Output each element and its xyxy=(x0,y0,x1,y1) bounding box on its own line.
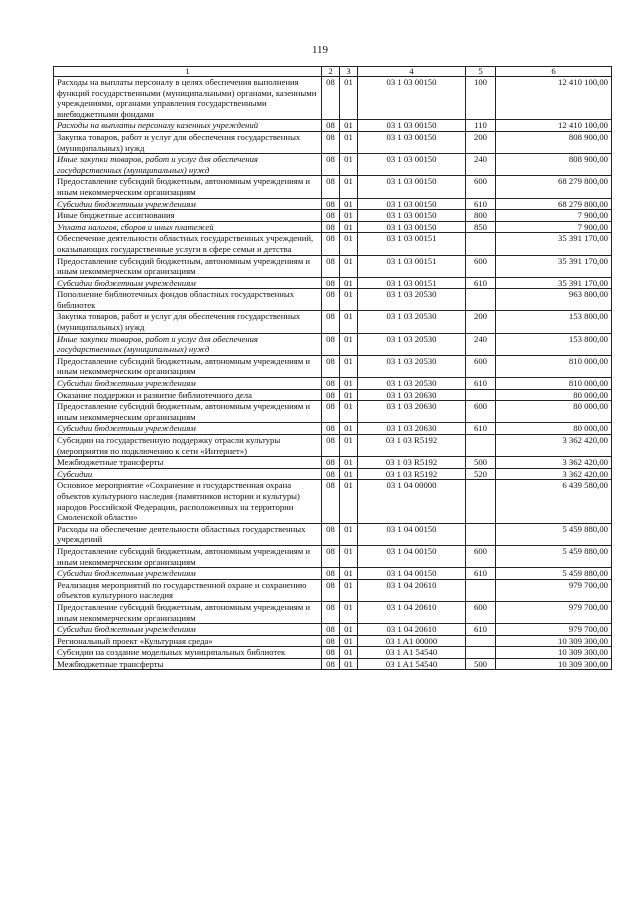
table-row xyxy=(54,77,612,120)
expense-type-cell: 610 xyxy=(466,624,496,636)
subsection-code-cell: 01 xyxy=(340,423,358,435)
expense-type-cell xyxy=(466,579,496,601)
amount-cell: 979 700,00 xyxy=(496,624,612,636)
column-header-5: 5 xyxy=(466,67,496,77)
target-article-cell: 03 1 03 00150 xyxy=(358,131,466,153)
section-code-cell: 08 xyxy=(322,120,340,132)
amount-cell: 12 410 100,00 xyxy=(496,120,612,132)
section-code-cell: 08 xyxy=(322,210,340,222)
expense-type-cell xyxy=(466,647,496,659)
target-article-cell: 03 1 03 00150 xyxy=(358,210,466,222)
target-article-cell: 03 1 03 R5192 xyxy=(358,457,466,469)
row-name-cell: Субсидии бюджетным учреждениям xyxy=(54,423,322,435)
subsection-code-cell: 01 xyxy=(340,154,358,176)
target-article-cell: 03 1 03 00150 xyxy=(358,154,466,176)
target-article-cell: 03 1 03 00151 xyxy=(358,277,466,289)
section-code-cell: 08 xyxy=(322,311,340,333)
table-row xyxy=(54,355,612,377)
row-name-cell: Основное мероприятие «Сохранение и государственная охрана объектов культурного наследия (памятников истории и культуры) народов Российской Федерации, расположенных на территории Смоленской области» xyxy=(54,480,322,523)
table-row xyxy=(54,311,612,333)
budget-table xyxy=(53,66,612,670)
row-name-cell: Предоставление субсидий бюджетным, автономным учреждениям и иным некоммерческим организациям xyxy=(54,601,322,623)
target-article-cell: 03 1 03 20530 xyxy=(358,333,466,355)
section-code-cell: 08 xyxy=(322,221,340,233)
row-name-cell: Закупка товаров, работ и услуг для обеспечения государственных (муниципальных) нужд xyxy=(54,311,322,333)
target-article-cell: 03 1 03 20530 xyxy=(358,378,466,390)
amount-cell: 5 459 880,00 xyxy=(496,545,612,567)
table-row xyxy=(54,401,612,423)
row-name-cell: Субсидии бюджетным учреждениям xyxy=(54,277,322,289)
section-code-cell: 08 xyxy=(322,378,340,390)
table-row xyxy=(54,457,612,469)
table-row xyxy=(54,120,612,132)
section-code-cell: 08 xyxy=(322,523,340,545)
expense-type-cell: 610 xyxy=(466,378,496,390)
row-name-cell: Предоставление субсидий бюджетным, автономным учреждениям и иным некоммерческим организациям xyxy=(54,255,322,277)
subsection-code-cell: 01 xyxy=(340,658,358,670)
amount-cell: 5 459 880,00 xyxy=(496,523,612,545)
column-header-4: 4 xyxy=(358,67,466,77)
subsection-code-cell: 01 xyxy=(340,635,358,647)
section-code-cell: 08 xyxy=(322,198,340,210)
table-row xyxy=(54,255,612,277)
row-name-cell: Пополнение библиотечных фондов областных государственных библиотек xyxy=(54,289,322,311)
subsection-code-cell: 01 xyxy=(340,198,358,210)
column-header-3: 3 xyxy=(340,67,358,77)
subsection-code-cell: 01 xyxy=(340,389,358,401)
table-row xyxy=(54,523,612,545)
expense-type-cell xyxy=(466,635,496,647)
expense-type-cell: 200 xyxy=(466,131,496,153)
expense-type-cell: 800 xyxy=(466,210,496,222)
amount-cell: 68 279 800,00 xyxy=(496,176,612,198)
target-article-cell: 03 1 04 20610 xyxy=(358,624,466,636)
amount-cell: 808 900,00 xyxy=(496,154,612,176)
subsection-code-cell: 01 xyxy=(340,568,358,580)
section-code-cell: 08 xyxy=(322,468,340,480)
expense-type-cell: 600 xyxy=(466,176,496,198)
amount-cell: 7 900,00 xyxy=(496,221,612,233)
subsection-code-cell: 01 xyxy=(340,277,358,289)
subsection-code-cell: 01 xyxy=(340,624,358,636)
table-row xyxy=(54,435,612,457)
row-name-cell: Оказание поддержки и развитие библиотечного дела xyxy=(54,389,322,401)
target-article-cell: 03 1 04 00150 xyxy=(358,523,466,545)
target-article-cell: 03 1 A1 54540 xyxy=(358,658,466,670)
table-row xyxy=(54,378,612,390)
subsection-code-cell: 01 xyxy=(340,255,358,277)
row-name-cell: Предоставление субсидий бюджетным, автономным учреждениям и иным некоммерческим организациям xyxy=(54,401,322,423)
section-code-cell: 08 xyxy=(322,355,340,377)
subsection-code-cell: 01 xyxy=(340,579,358,601)
table-row xyxy=(54,198,612,210)
subsection-code-cell: 01 xyxy=(340,545,358,567)
table-row xyxy=(54,389,612,401)
section-code-cell: 08 xyxy=(322,289,340,311)
expense-type-cell: 110 xyxy=(466,120,496,132)
section-code-cell: 08 xyxy=(322,480,340,523)
expense-type-cell xyxy=(466,233,496,255)
section-code-cell: 08 xyxy=(322,658,340,670)
subsection-code-cell: 01 xyxy=(340,378,358,390)
row-name-cell: Обеспечение деятельности областных государственных учреждений, оказывающих государственные услуги в сфере семьи и детства xyxy=(54,233,322,255)
target-article-cell: 03 1 04 00150 xyxy=(358,568,466,580)
amount-cell: 5 459 880,00 xyxy=(496,568,612,580)
table-row xyxy=(54,658,612,670)
target-article-cell: 03 1 03 00150 xyxy=(358,120,466,132)
section-code-cell: 08 xyxy=(322,131,340,153)
target-article-cell: 03 1 03 00150 xyxy=(358,176,466,198)
row-name-cell: Межбюджетные трансферты xyxy=(54,658,322,670)
target-article-cell: 03 1 04 20610 xyxy=(358,601,466,623)
section-code-cell: 08 xyxy=(322,545,340,567)
section-code-cell: 08 xyxy=(322,647,340,659)
section-code-cell: 08 xyxy=(322,176,340,198)
target-article-cell: 03 1 04 20610 xyxy=(358,579,466,601)
row-name-cell: Субсидии на государственную поддержку отрасли культуры (мероприятия по подключению к сети «Интернет») xyxy=(54,435,322,457)
amount-cell: 963 800,00 xyxy=(496,289,612,311)
amount-cell: 6 439 580,00 xyxy=(496,480,612,523)
section-code-cell: 08 xyxy=(322,579,340,601)
section-code-cell: 08 xyxy=(322,423,340,435)
subsection-code-cell: 01 xyxy=(340,221,358,233)
amount-cell: 979 700,00 xyxy=(496,601,612,623)
row-name-cell: Субсидии xyxy=(54,468,322,480)
subsection-code-cell: 01 xyxy=(340,176,358,198)
expense-type-cell: 200 xyxy=(466,311,496,333)
amount-cell: 10 309 300,00 xyxy=(496,635,612,647)
row-name-cell: Расходы на обеспечение деятельности областных государственных учреждений xyxy=(54,523,322,545)
amount-cell: 153 800,00 xyxy=(496,311,612,333)
amount-cell: 3 362 420,00 xyxy=(496,435,612,457)
column-header-6: 6 xyxy=(496,67,612,77)
subsection-code-cell: 01 xyxy=(340,311,358,333)
subsection-code-cell: 01 xyxy=(340,289,358,311)
amount-cell: 80 000,00 xyxy=(496,401,612,423)
section-code-cell: 08 xyxy=(322,154,340,176)
target-article-cell: 03 1 03 20630 xyxy=(358,401,466,423)
amount-cell: 80 000,00 xyxy=(496,423,612,435)
table-header-row xyxy=(54,67,612,77)
section-code-cell: 08 xyxy=(322,624,340,636)
amount-cell: 35 391 170,00 xyxy=(496,277,612,289)
section-code-cell: 08 xyxy=(322,457,340,469)
table-row xyxy=(54,480,612,523)
section-code-cell: 08 xyxy=(322,255,340,277)
row-name-cell: Реализация мероприятий по государственной охране и сохранению объектов культурного наследия xyxy=(54,579,322,601)
table-row xyxy=(54,635,612,647)
expense-type-cell xyxy=(466,480,496,523)
expense-type-cell: 600 xyxy=(466,401,496,423)
subsection-code-cell: 01 xyxy=(340,435,358,457)
table-row xyxy=(54,545,612,567)
expense-type-cell xyxy=(466,435,496,457)
row-name-cell: Межбюджетные трансферты xyxy=(54,457,322,469)
expense-type-cell xyxy=(466,289,496,311)
expense-type-cell: 600 xyxy=(466,255,496,277)
row-name-cell: Субсидии бюджетным учреждениям xyxy=(54,624,322,636)
row-name-cell: Закупка товаров, работ и услуг для обеспечения государственных (муниципальных) нужд xyxy=(54,131,322,153)
target-article-cell: 03 1 03 00151 xyxy=(358,233,466,255)
table-row xyxy=(54,176,612,198)
row-name-cell: Субсидии бюджетным учреждениям xyxy=(54,568,322,580)
section-code-cell: 08 xyxy=(322,568,340,580)
amount-cell: 3 362 420,00 xyxy=(496,457,612,469)
row-name-cell: Расходы на выплаты персоналу казенных учреждений xyxy=(54,120,322,132)
subsection-code-cell: 01 xyxy=(340,333,358,355)
amount-cell: 10 309 300,00 xyxy=(496,658,612,670)
expense-type-cell: 850 xyxy=(466,221,496,233)
amount-cell: 808 900,00 xyxy=(496,131,612,153)
amount-cell: 35 391 170,00 xyxy=(496,233,612,255)
amount-cell: 12 410 100,00 xyxy=(496,77,612,120)
row-name-cell: Предоставление субсидий бюджетным, автономным учреждениям и иным некоммерческим организациям xyxy=(54,355,322,377)
row-name-cell: Субсидии на создание модельных муниципальных библиотек xyxy=(54,647,322,659)
subsection-code-cell: 01 xyxy=(340,523,358,545)
amount-cell: 68 279 800,00 xyxy=(496,198,612,210)
target-article-cell: 03 1 03 00150 xyxy=(358,221,466,233)
subsection-code-cell: 01 xyxy=(340,210,358,222)
expense-type-cell: 500 xyxy=(466,658,496,670)
target-article-cell: 03 1 03 20630 xyxy=(358,389,466,401)
amount-cell: 10 309 300,00 xyxy=(496,647,612,659)
expense-type-cell: 500 xyxy=(466,457,496,469)
table-row xyxy=(54,601,612,623)
row-name-cell: Предоставление субсидий бюджетным, автономным учреждениям и иным некоммерческим организациям xyxy=(54,545,322,567)
amount-cell: 153 800,00 xyxy=(496,333,612,355)
column-header-1: 1 xyxy=(54,67,322,77)
table-row xyxy=(54,210,612,222)
row-name-cell: Иные закупки товаров, работ и услуг для обеспечения государственных (муниципальных) нужд xyxy=(54,333,322,355)
table-row xyxy=(54,579,612,601)
row-name-cell: Иные закупки товаров, работ и услуг для обеспечения государственных (муниципальных) нужд xyxy=(54,154,322,176)
subsection-code-cell: 01 xyxy=(340,131,358,153)
page-number: 119 xyxy=(311,44,329,56)
amount-cell: 80 000,00 xyxy=(496,389,612,401)
row-name-cell: Иные бюджетные ассигнования xyxy=(54,210,322,222)
row-name-cell: Субсидии бюджетным учреждениям xyxy=(54,198,322,210)
column-header-2: 2 xyxy=(322,67,340,77)
amount-cell: 35 391 170,00 xyxy=(496,255,612,277)
table-row xyxy=(54,647,612,659)
amount-cell: 810 000,00 xyxy=(496,378,612,390)
table-row xyxy=(54,624,612,636)
section-code-cell: 08 xyxy=(322,77,340,120)
section-code-cell: 08 xyxy=(322,401,340,423)
row-name-cell: Предоставление субсидий бюджетным, автономным учреждениям и иным некоммерческим организациям xyxy=(54,176,322,198)
expense-type-cell: 600 xyxy=(466,601,496,623)
expense-type-cell: 610 xyxy=(466,198,496,210)
expense-type-cell: 610 xyxy=(466,277,496,289)
target-article-cell: 03 1 04 00000 xyxy=(358,480,466,523)
target-article-cell: 03 1 03 20630 xyxy=(358,423,466,435)
section-code-cell: 08 xyxy=(322,333,340,355)
section-code-cell: 08 xyxy=(322,601,340,623)
table-row xyxy=(54,333,612,355)
amount-cell: 3 362 420,00 xyxy=(496,468,612,480)
row-name-cell: Субсидии бюджетным учреждениям xyxy=(54,378,322,390)
section-code-cell: 08 xyxy=(322,389,340,401)
section-code-cell: 08 xyxy=(322,435,340,457)
target-article-cell: 03 1 03 20530 xyxy=(358,311,466,333)
expense-type-cell xyxy=(466,523,496,545)
target-article-cell: 03 1 03 00151 xyxy=(358,255,466,277)
expense-type-cell: 610 xyxy=(466,423,496,435)
target-article-cell: 03 1 03 20530 xyxy=(358,289,466,311)
table-row xyxy=(54,154,612,176)
amount-cell: 810 000,00 xyxy=(496,355,612,377)
table-row xyxy=(54,468,612,480)
target-article-cell: 03 1 03 20530 xyxy=(358,355,466,377)
table-row xyxy=(54,221,612,233)
subsection-code-cell: 01 xyxy=(340,601,358,623)
subsection-code-cell: 01 xyxy=(340,468,358,480)
table-row xyxy=(54,277,612,289)
expense-type-cell: 240 xyxy=(466,154,496,176)
amount-cell: 979 700,00 xyxy=(496,579,612,601)
table-row xyxy=(54,131,612,153)
section-code-cell: 08 xyxy=(322,277,340,289)
table-body xyxy=(54,77,612,670)
expense-type-cell: 240 xyxy=(466,333,496,355)
row-name-cell: Уплата налогов, сборов и иных платежей xyxy=(54,221,322,233)
subsection-code-cell: 01 xyxy=(340,120,358,132)
target-article-cell: 03 1 03 00150 xyxy=(358,198,466,210)
expense-type-cell: 600 xyxy=(466,545,496,567)
subsection-code-cell: 01 xyxy=(340,457,358,469)
target-article-cell: 03 1 A1 54540 xyxy=(358,647,466,659)
section-code-cell: 08 xyxy=(322,233,340,255)
amount-cell: 7 900,00 xyxy=(496,210,612,222)
row-name-cell: Региональный проект «Культурная среда» xyxy=(54,635,322,647)
table-row xyxy=(54,289,612,311)
expense-type-cell: 600 xyxy=(466,355,496,377)
subsection-code-cell: 01 xyxy=(340,77,358,120)
subsection-code-cell: 01 xyxy=(340,647,358,659)
subsection-code-cell: 01 xyxy=(340,480,358,523)
subsection-code-cell: 01 xyxy=(340,233,358,255)
subsection-code-cell: 01 xyxy=(340,401,358,423)
target-article-cell: 03 1 03 00150 xyxy=(358,77,466,120)
section-code-cell: 08 xyxy=(322,635,340,647)
expense-type-cell xyxy=(466,389,496,401)
target-article-cell: 03 1 04 00150 xyxy=(358,545,466,567)
table-row xyxy=(54,423,612,435)
row-name-cell: Расходы на выплаты персоналу в целях обеспечения выполнения функций государственными (муниципальными) органами, казенными учреждениями, органами управления государственными внебюджетными фондами xyxy=(54,77,322,120)
table-row xyxy=(54,568,612,580)
expense-type-cell: 520 xyxy=(466,468,496,480)
target-article-cell: 03 1 03 R5192 xyxy=(358,468,466,480)
expense-type-cell: 100 xyxy=(466,77,496,120)
target-article-cell: 03 1 03 R5192 xyxy=(358,435,466,457)
subsection-code-cell: 01 xyxy=(340,355,358,377)
expense-type-cell: 610 xyxy=(466,568,496,580)
table-row xyxy=(54,233,612,255)
target-article-cell: 03 1 A1 00000 xyxy=(358,635,466,647)
